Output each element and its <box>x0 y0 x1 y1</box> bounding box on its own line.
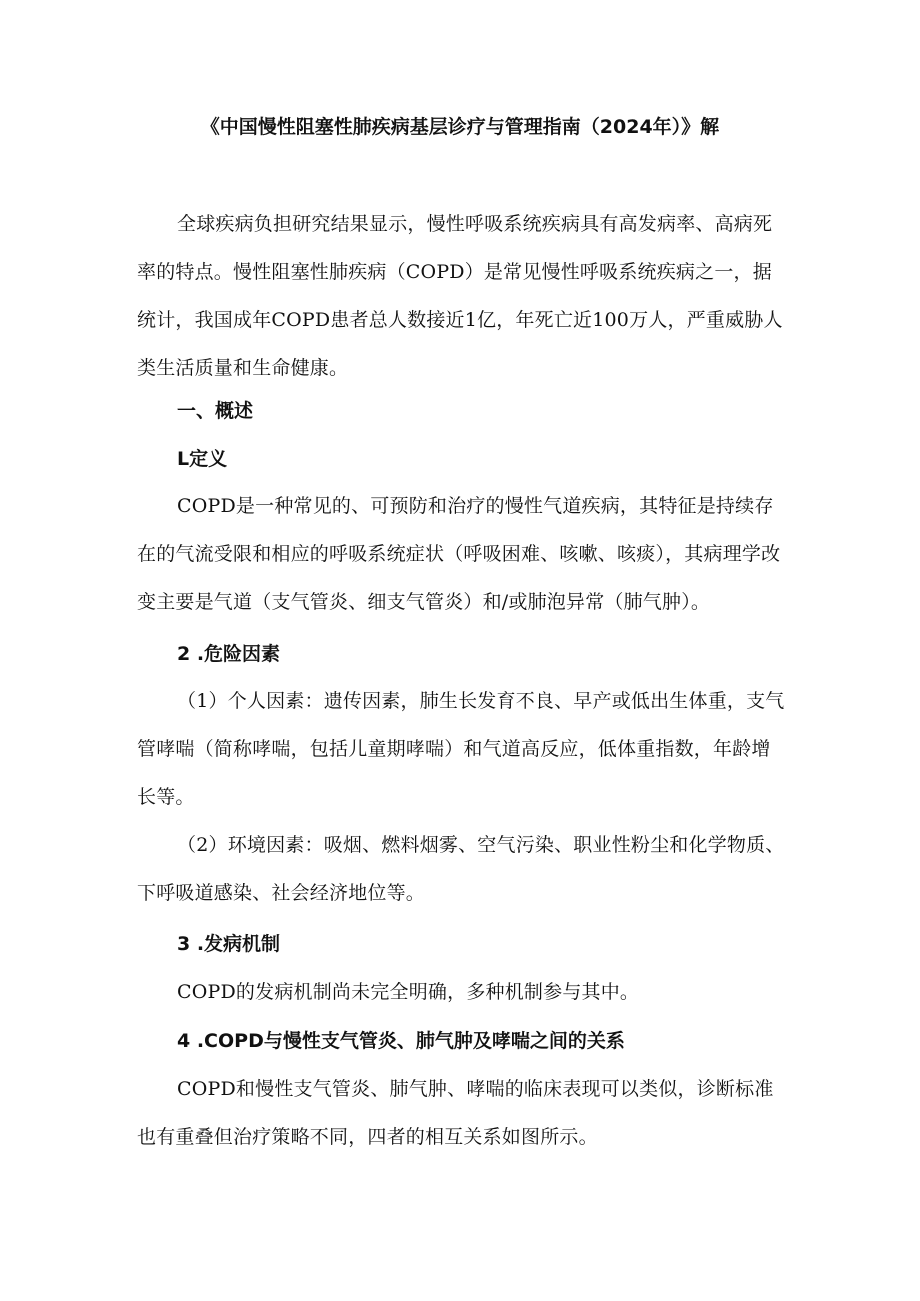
definition-heading: L定义 <box>177 448 228 470</box>
pathogenesis-paragraph: COPD的发病机制尚未完全明确，多种机制参与其中。 <box>177 981 640 1003</box>
document-title: 《中国慢性阻塞性肺疾病基层诊疗与管理指南（2024年）》解 <box>200 116 720 138</box>
relationship-paragraph: COPD和慢性支气管炎、肺气肿、哮喘的临床表现可以类似，诊断标准也有重叠但治疗策略不同，四者的相互关系如图所示。 <box>137 1078 774 1148</box>
risk-factors-heading: 2 .危险因素 <box>177 643 281 665</box>
relationship-heading: 4 .COPD与慢性支气管炎、肺气肿及哮喘之间的关系 <box>177 1030 625 1052</box>
definition-paragraph: COPD是一种常见的、可预防和治疗的慢性气道疾病，其特征是持续存在的气流受限和相应的呼吸系统症状（呼吸困难、咳嗽、咳痰），其病理学改变主要是气道（支气管炎、细支气管炎）和/或肺泡异常（肺气肿）。 <box>137 495 781 613</box>
environmental-factors-paragraph: （2）环境因素：吸烟、燃料烟雾、空气污染、职业性粉尘和化学物质、下呼吸道感染、社会经济地位等。 <box>137 834 785 904</box>
personal-factors-paragraph: （1）个人因素：遗传因素，肺生长发育不良、早产或低出生体重，支气管哮喘（简称哮喘，包括儿童期哮喘）和气道高反应，低体重指数，年龄增长等。 <box>137 690 785 808</box>
pathogenesis-heading: 3 .发病机制 <box>177 933 281 955</box>
intro-paragraph: 全球疾病负担研究结果显示，慢性呼吸系统疾病具有高发病率、高病死率的特点。慢性阻塞性肺疾病（COPD）是常见慢性呼吸系统疾病之一，据统计，我国成年COPD患者总人数接近1亿，年死亡近100万人，严重威胁人类生活质量和生命健康。 <box>137 213 783 379</box>
section-overview-heading: 一、概述 <box>177 400 254 422</box>
